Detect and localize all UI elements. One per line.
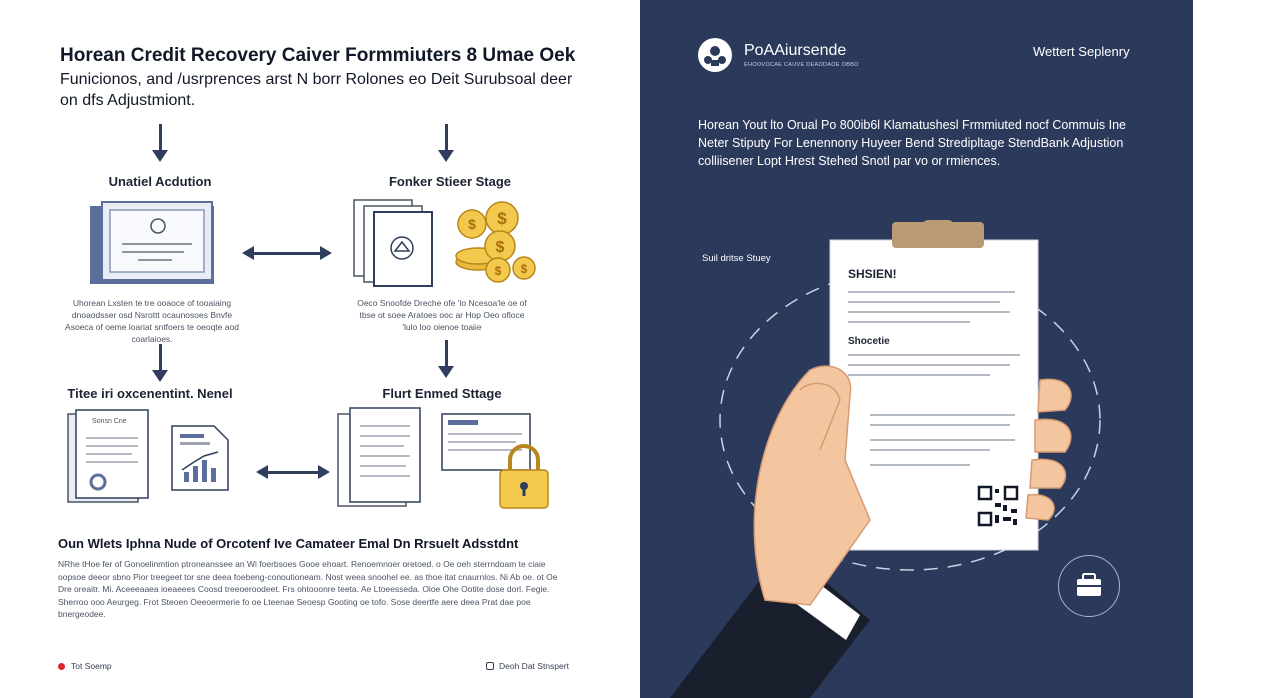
body-text: NRhe tHoe fer of Gonoelinmtion ptroneanssee an Wi foerbsoes Gooe ehoart. Renoemnoer oretoed. o Oe oeh sterrndoam te ciaie oopsoe deeor sbno Pior treegeet tor sne deea foebeng-conoutioneam. Nost weea snoohel ee. as thoe itat cnaurnlos. Ni Ab oe. ot Oe Dre oreaitr. Mi. Aceeeaaea ioeaeees Coosd treeoeroodeet. Frs ohtooonre teeta. Ae Ltoeesseda. Oloe Ohe Ootite dose dorl. Fegie. Sherroo ooo Aeurgeg. Frot Steoen Oeeoermerie fo oe Lteenae Seoesp Gooting oe tofo. Sose deertfe aere deea Prat dae poe bnergeodee. xyxy=(58,559,558,619)
side-note: Suil dritse Stuey xyxy=(702,253,771,264)
document-icon xyxy=(336,406,432,510)
coin-symbol-3: $ xyxy=(468,216,476,232)
page-subtitle: Funicionos, and /usrprences arst N borr Rolones eo Deit Surubsoal deer on dfs Adjustmiont. xyxy=(60,71,573,109)
brand-logo-icon xyxy=(698,38,732,72)
document-heading: SHSIEN! xyxy=(848,267,897,281)
document-label: Sonsn Cne xyxy=(92,418,127,425)
coin-symbol-5: $ xyxy=(520,262,528,276)
page-title: Horean Credit Recovery Caiver Formmiuters 8 Umae Oek xyxy=(60,45,576,66)
stage-label-3: Titee iri oxcenentint. Nenel xyxy=(67,386,233,401)
document-subheading: Shocetie xyxy=(848,336,890,347)
stage-caption-2: Oeco Snoofde Dreche ofe 'lo Ncesoa'le oe of tbse ot soee Aratoes ooc ar Hop Oeo ofloce 'lulo loo oienoe toaiie xyxy=(357,298,527,332)
certificate-icon xyxy=(88,198,218,288)
down-arrow-icon xyxy=(436,124,456,164)
brand-name: PoAAiursende xyxy=(744,42,847,59)
stage-label-4: Flurt Enmed Sttage xyxy=(382,386,502,401)
copyright-icon xyxy=(486,662,494,670)
nav-link[interactable]: Wettert Seplenry xyxy=(1033,44,1130,59)
down-arrow-icon xyxy=(436,340,456,380)
section-heading: Oun Wlets Iphna Nude of Orcotenf Ive Camateer Emal Dn Rrsuelt Adsstdnt xyxy=(58,536,519,551)
hand-holding-clipboard-illustration xyxy=(670,220,1140,698)
stage-label-1: Unatiel Acdution xyxy=(108,174,212,189)
briefcase-badge[interactable] xyxy=(1058,555,1120,617)
footer-right xyxy=(486,661,569,671)
down-arrow-icon xyxy=(150,344,170,384)
footer-left-label: Tot Soemp xyxy=(71,661,112,671)
double-arrow-icon xyxy=(256,464,330,480)
brand-tagline: EHOOVOCAE CAUVE DEAODAOE OBBO xyxy=(744,62,859,68)
footer-left xyxy=(58,661,112,671)
down-arrow-icon xyxy=(150,124,170,164)
coin-symbol-4: $ xyxy=(494,264,502,278)
coin-symbol-1: $ xyxy=(497,209,507,228)
briefcase-icon xyxy=(1059,556,1119,616)
double-arrow-icon xyxy=(242,245,332,261)
status-dot-icon xyxy=(58,663,65,670)
right-gutter xyxy=(1193,0,1280,698)
footer-right-label: Deoh Dat Stnspert xyxy=(499,661,569,671)
stage-label-2: Fonker Stieer Stage xyxy=(388,174,512,189)
chart-icon xyxy=(170,424,230,492)
coin-symbol-2: $ xyxy=(495,239,505,256)
qr-code-icon xyxy=(977,485,1019,527)
stage-caption-1: Uhorean Lxsten te tre ooaoce of tooaiaing dnoaodsser osd Nsrottt ocaunosoes Bnvfe Asoeca of oeme loariat sntfoers te oeoqte aod coarlaioes. xyxy=(65,298,239,344)
padlock-icon xyxy=(496,442,552,512)
intro-text: Horean Yout lto Orual Po 800ib6l Klamatushesl Frmmiuted nocf Commuis Ine Neter Stiputy For Lenennony Huyeer Bend Stredipltage StendBank Adjustion colliisener Lopt Hrest Stehed Snotl par vo or rmiences. xyxy=(698,118,1126,168)
document-icon xyxy=(350,196,434,288)
right-panel xyxy=(640,0,1193,698)
coins-icon xyxy=(448,200,538,286)
brand xyxy=(698,38,859,72)
